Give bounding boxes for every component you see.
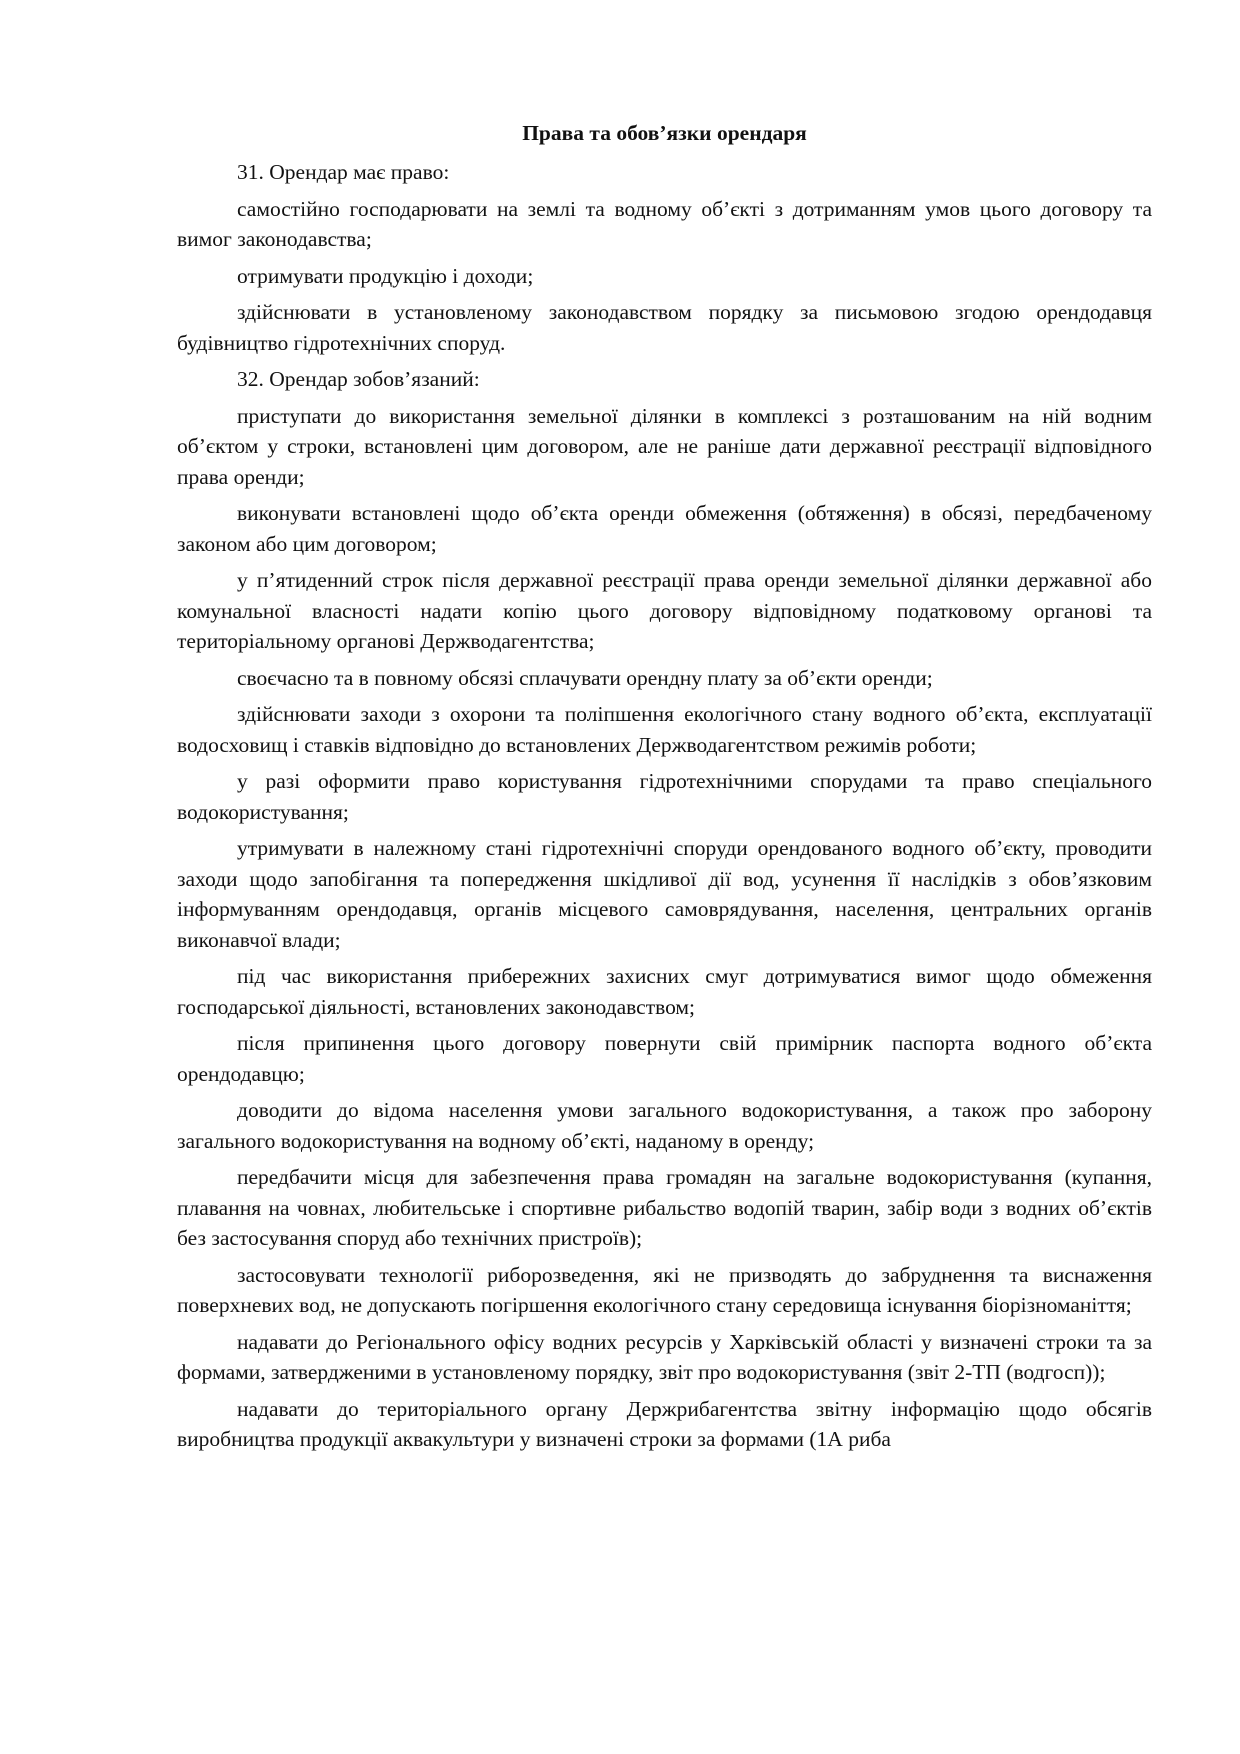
paragraph: виконувати встановлені щодо об’єкта оренди обмеження (обтяження) в обсязі, передбаченому законом або цим договором; [177, 501, 1152, 556]
paragraph: після припинення цього договору повернути свій примірник паспорта водного об’єкта орендодавцю; [177, 1031, 1152, 1086]
paragraph: надавати до Регіонального офісу водних ресурсів у Харківській області у визначені строки та за формами, затвердженими в установленому порядку, звіт про водокористування (звіт 2-ТП (водгосп)); [177, 1329, 1152, 1384]
paragraph-clause-31: 31. Орендар має право: [237, 160, 450, 184]
paragraph: приступати до використання земельної ділянки в комплексі з розташованим на ній водним об’єктом у строки, встановлені цим договором, але не раніше дати державної реєстрації відповідного права оренди; [177, 403, 1152, 489]
paragraph: отримувати продукцію і доходи; [237, 263, 534, 288]
paragraph: під час використання прибережних захисних смуг дотримуватися вимог щодо обмеження господарської діяльності, встановлених законодавством; [177, 964, 1152, 1019]
paragraph-clause-32: 32. Орендар зобов’язаний: [237, 367, 480, 391]
section-heading: Права та обов’язки орендаря [522, 121, 807, 145]
paragraph: здійснювати заходи з охорони та поліпшення екологічного стану водного об’єкта, експлуатації водосховищ і ставків відповідно до встановлених Держводагентством режимів роботи; [177, 702, 1152, 757]
paragraph: своєчасно та в повному обсязі сплачувати орендну плату за об’єкти оренди; [237, 665, 933, 690]
paragraph: у п’ятиденний строк після державної реєстрації права оренди земельної ділянки державної або комунальної власності надати копію цього договору відповідному податковому органові та територіальному органові Держводагентства; [177, 568, 1152, 653]
paragraph: утримувати в належному стані гідротехнічні споруди орендованого водного об’єкту, проводити заходи щодо запобігання та попередження шкідливої дії вод, усунення її наслідків з обов’язковим інформуванням орендодавця, органів місцевого самоврядування, населення, центральних органів виконавчої влади; [177, 836, 1152, 952]
paragraph: здійснювати в установленому законодавством порядку за письмовою згодою орендодавця будівництво гідротехнічних споруд. [177, 300, 1152, 355]
document-page [177, 118, 1152, 1455]
paragraph: доводити до відома населення умови загального водокористування, а також про заборону загального водокористування на водному об’єкті, наданому в оренду; [177, 1098, 1152, 1153]
paragraph: надавати до територіального органу Держрибагентства звітну інформацію щодо обсягів виробництва продукції аквакультури у визначені строки за формами (1А риба [177, 1396, 1152, 1451]
paragraph: застосовувати технології риборозведення, які не призводять до забруднення та виснаження поверхневих вод, не допускають погіршення екологічного стану середовища існування біорізноманіття; [177, 1262, 1152, 1317]
paragraph: самостійно господарювати на землі та водному об’єкті з дотриманням умов цього договору та вимог законодавства; [177, 196, 1152, 251]
paragraph: у разі оформити право користування гідротехнічними спорудами та право спеціального водокористування; [177, 769, 1152, 824]
paragraph: передбачити місця для забезпечення права громадян на загальне водокористування (купання, плавання на човнах, любительське і спортивне рибальство водопій тварин, забір води з водних об’єктів без застосування споруд або технічних пристроїв); [177, 1165, 1152, 1250]
